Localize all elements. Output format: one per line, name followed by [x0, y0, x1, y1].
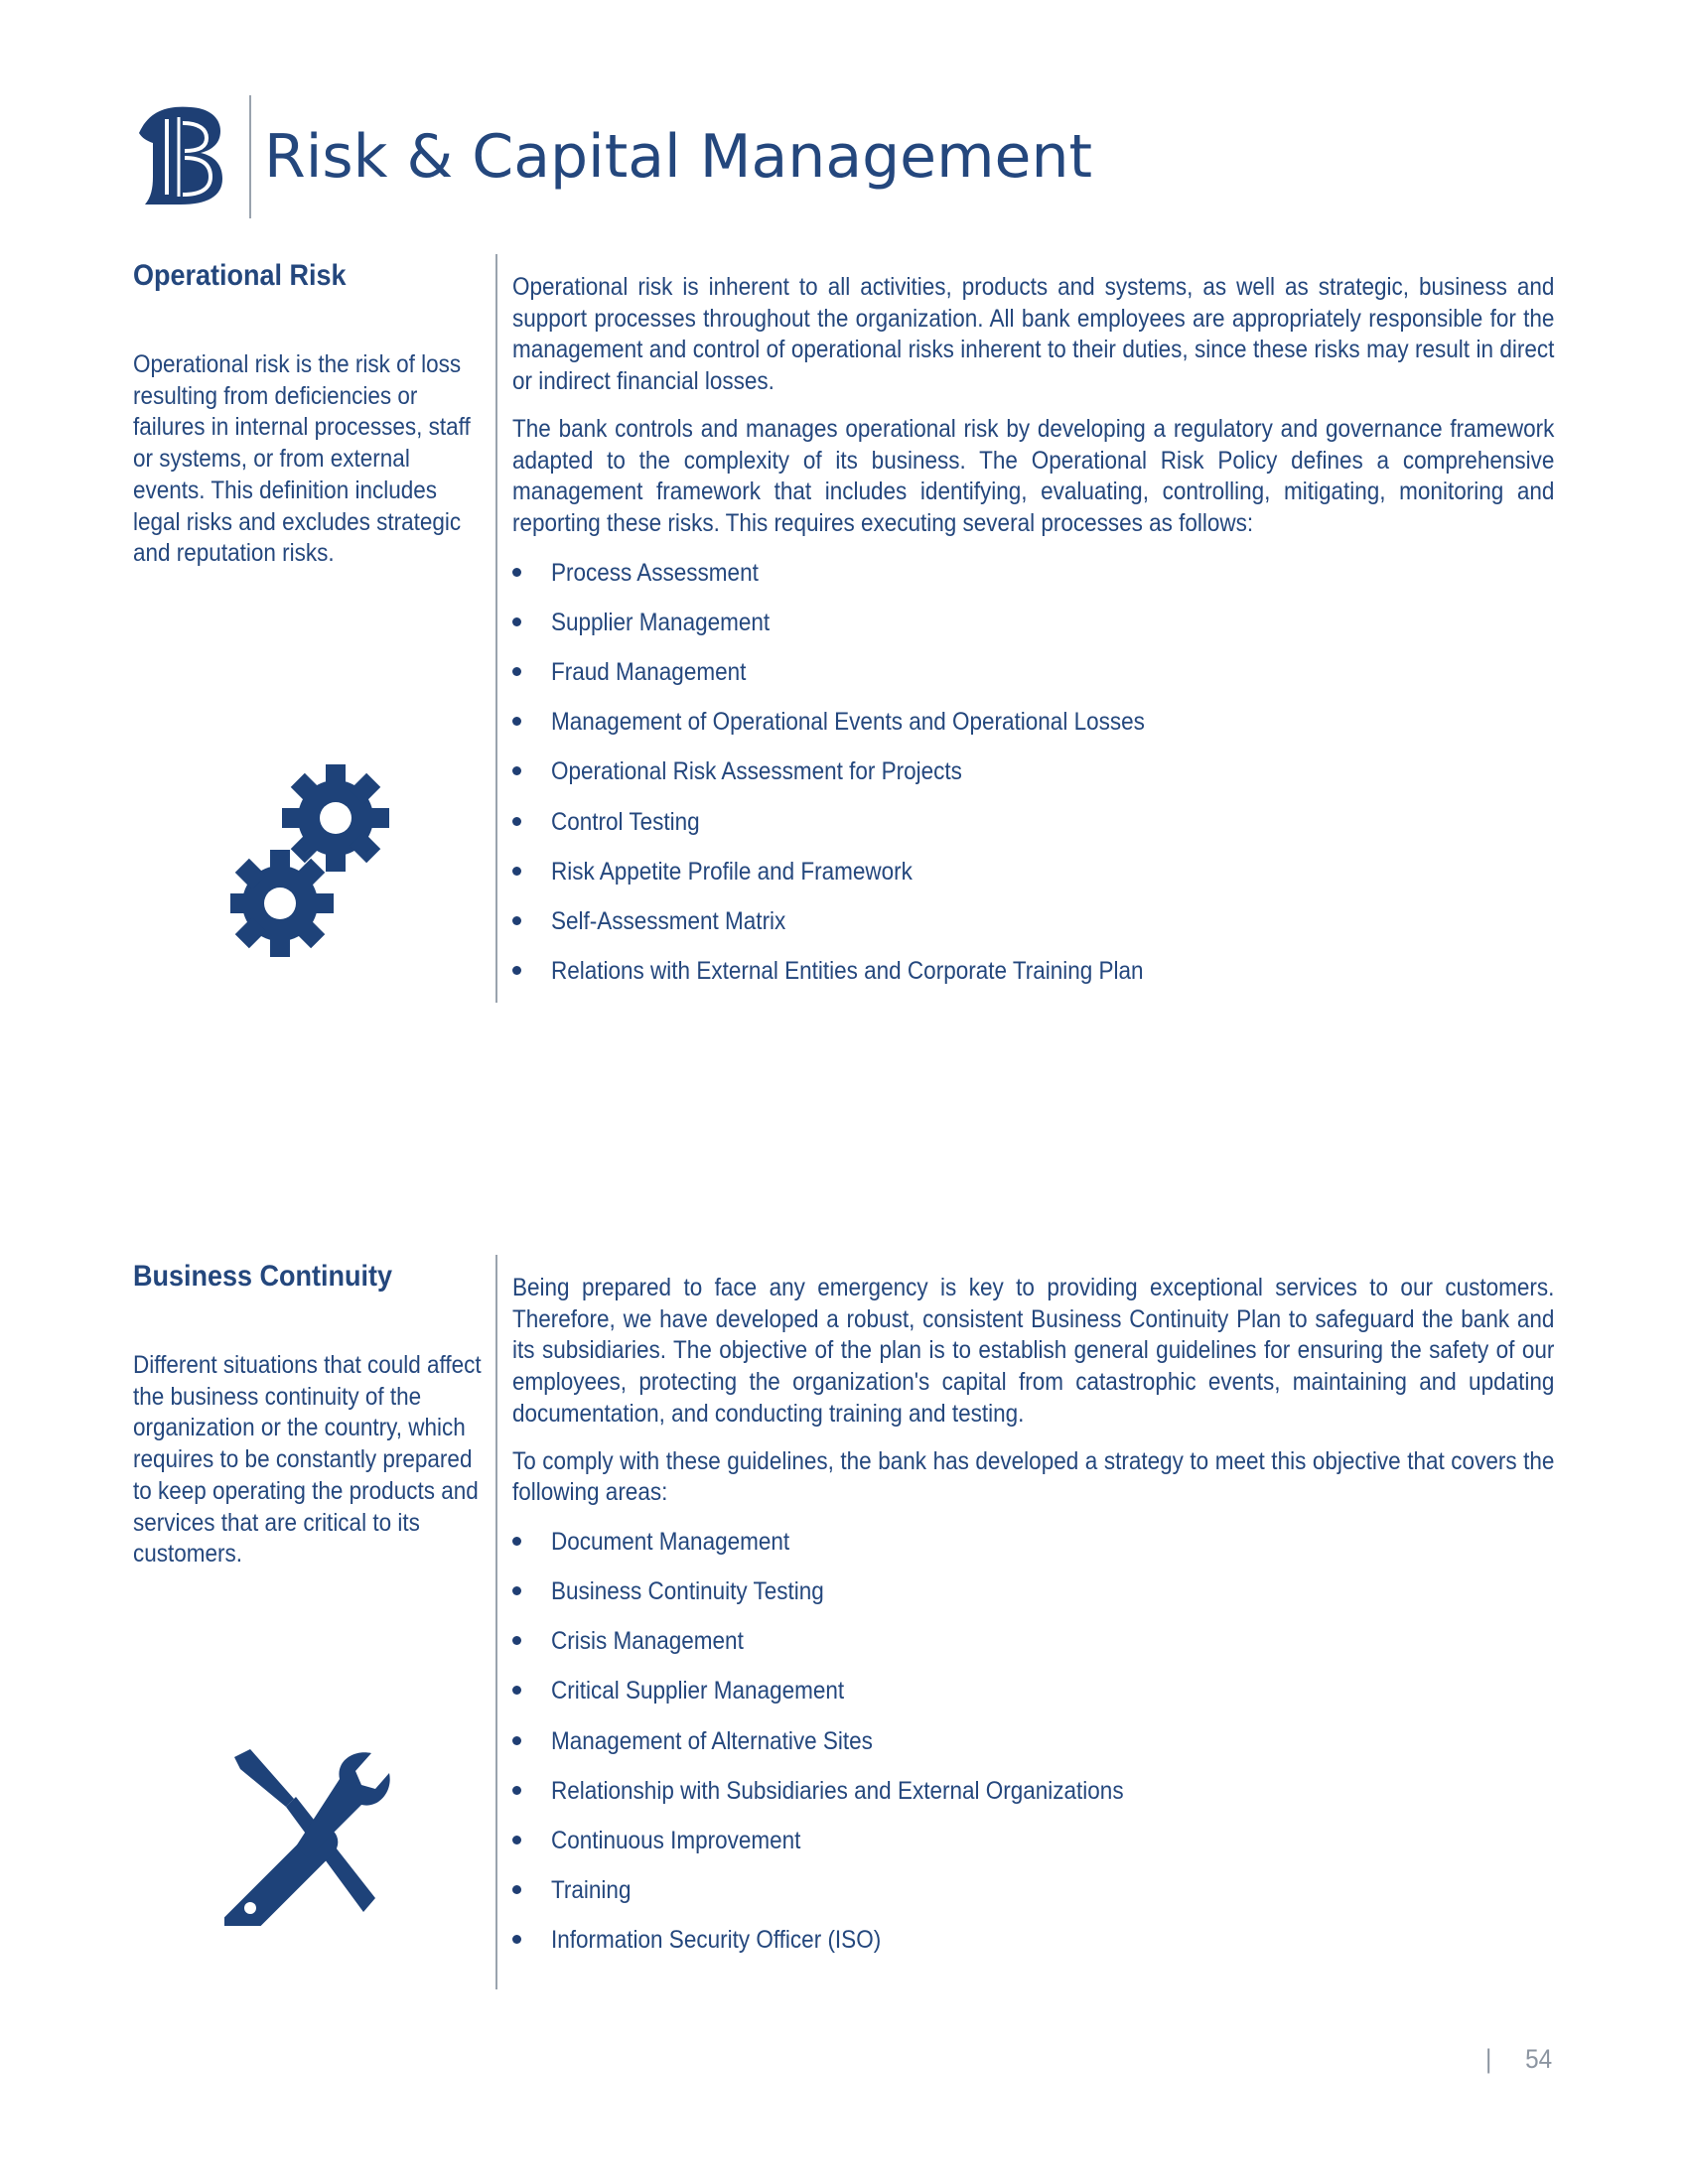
bullet-icon: [512, 1836, 521, 1844]
header-divider: [249, 95, 251, 218]
list-item: [512, 606, 1555, 655]
list-item: [512, 1774, 1555, 1824]
list-item: [512, 1873, 1555, 1923]
list-item-text: Process Assessment: [551, 558, 759, 587]
bank-logo-icon: [133, 103, 224, 206]
bullet-icon: [512, 966, 521, 975]
list-item-text: Risk Appetite Profile and Framework: [551, 857, 913, 886]
bullet-icon: [512, 867, 521, 876]
list-item-text: Relations with External Entities and Corporate Training Plan: [551, 957, 1144, 986]
body-paragraph: Being prepared to face any emergency is key to providing exceptional services to our customers. Therefore, we have developed a robust, consistent Business Continuity Plan to safeguard the bank and its subsidiaries. The objective of the plan is to establish general guidelines for ensuring the safety of our employees, protecting the organization's capital from catastrophic events, maintaining and updating documentation, and conducting training and testing.: [512, 1274, 1555, 1428]
list-item: [512, 1574, 1555, 1624]
process-list: [512, 556, 1555, 1005]
section-heading: Business Continuity: [133, 1260, 393, 1293]
list-item: [512, 1674, 1555, 1723]
list-item: [512, 904, 1555, 954]
section-summary: Different situations that could affect the business continuity of the organization or the country, which requires to be constantly prepared to keep operating the products and services that are critical to its customers.: [133, 1351, 482, 1569]
list-item: [512, 805, 1555, 855]
business-continuity-body: [512, 1273, 1555, 1974]
list-item: [512, 1724, 1555, 1774]
body-paragraph: To comply with these guidelines, the bank has developed a strategy to meet this objective that covers the following areas:: [512, 1446, 1555, 1507]
operational-risk-section: [0, 254, 1689, 1009]
list-item-text: Crisis Management: [551, 1627, 744, 1656]
body-paragraph: The bank controls and manages operational risk by developing a regulatory and governance framework adapted to the complexity of its business. The Operational Risk Policy defines a comprehensive management framework that includes identifying, evaluating, controlling, mitigating, monitoring and reporting these risks. This requires executing several processes as follows:: [512, 414, 1555, 537]
business-continuity-section: [0, 1255, 1689, 1989]
list-item-text: Continuous Improvement: [551, 1827, 801, 1855]
bullet-icon: [512, 916, 521, 925]
list-item: [512, 1525, 1555, 1574]
areas-list: [512, 1525, 1555, 1974]
list-item-text: Critical Supplier Management: [551, 1677, 845, 1706]
column-divider: [495, 254, 497, 1003]
bullet-icon: [512, 817, 521, 826]
bullet-icon: [512, 1636, 521, 1645]
bullet-icon: [512, 568, 521, 577]
list-item-text: Management of Operational Events and Operational Losses: [551, 708, 1145, 737]
list-item-text: Business Continuity Testing: [551, 1577, 824, 1606]
list-item: [512, 855, 1555, 904]
bullet-icon: [512, 617, 521, 626]
bullet-icon: [512, 1885, 521, 1894]
list-item: [512, 754, 1555, 804]
page-title: Risk & Capital Management: [264, 122, 1092, 192]
bullet-icon: [512, 667, 521, 676]
gears-icon: [230, 760, 389, 964]
bullet-icon: [512, 1786, 521, 1795]
bullet-icon: [512, 766, 521, 775]
list-item-text: Management of Alternative Sites: [551, 1726, 873, 1755]
list-item-text: Relationship with Subsidiaries and External Organizations: [551, 1776, 1124, 1805]
page-number: [1485, 2044, 1552, 2075]
bullet-icon: [512, 1736, 521, 1745]
list-item: [512, 556, 1555, 606]
section-heading: Operational Risk: [133, 259, 347, 292]
list-item: [512, 1824, 1555, 1873]
page-number-separator: |: [1485, 2044, 1492, 2074]
operational-risk-body: [512, 272, 1555, 1004]
list-item: [512, 655, 1555, 705]
bullet-icon: [512, 1537, 521, 1546]
bullet-icon: [512, 1586, 521, 1595]
list-item: [512, 954, 1555, 1004]
section-summary: Operational risk is the risk of loss resulting from deficiencies or failures in internal processes, staff or systems, or from external events. This definition includes legal risks and excludes strategic and reputation risks.: [133, 350, 471, 568]
column-divider: [495, 1255, 497, 1989]
bullet-icon: [512, 1686, 521, 1695]
list-item: [512, 1624, 1555, 1674]
list-item-text: Training: [551, 1876, 632, 1905]
list-item-text: Fraud Management: [551, 658, 747, 686]
list-item: [512, 705, 1555, 754]
list-item-text: Self-Assessment Matrix: [551, 906, 786, 935]
list-item-text: Information Security Officer (ISO): [551, 1926, 882, 1955]
list-item-text: Supplier Management: [551, 608, 771, 636]
bullet-icon: [512, 717, 521, 726]
list-item-text: Operational Risk Assessment for Projects: [551, 757, 962, 786]
list-item-text: Document Management: [551, 1527, 790, 1556]
list-item-text: Control Testing: [551, 807, 700, 836]
page-number-value: 54: [1525, 2044, 1553, 2074]
bullet-icon: [512, 1935, 521, 1944]
body-paragraph: Operational risk is inherent to all activities, products and systems, as well as strategic, business and support processes throughout the organization. All bank employees are appropriately responsible for the management and control of operational risks inherent to their duties, since these risks may result in direct or indirect financial losses.: [512, 273, 1555, 396]
list-item: [512, 1923, 1555, 1973]
tools-icon: [224, 1747, 393, 1931]
